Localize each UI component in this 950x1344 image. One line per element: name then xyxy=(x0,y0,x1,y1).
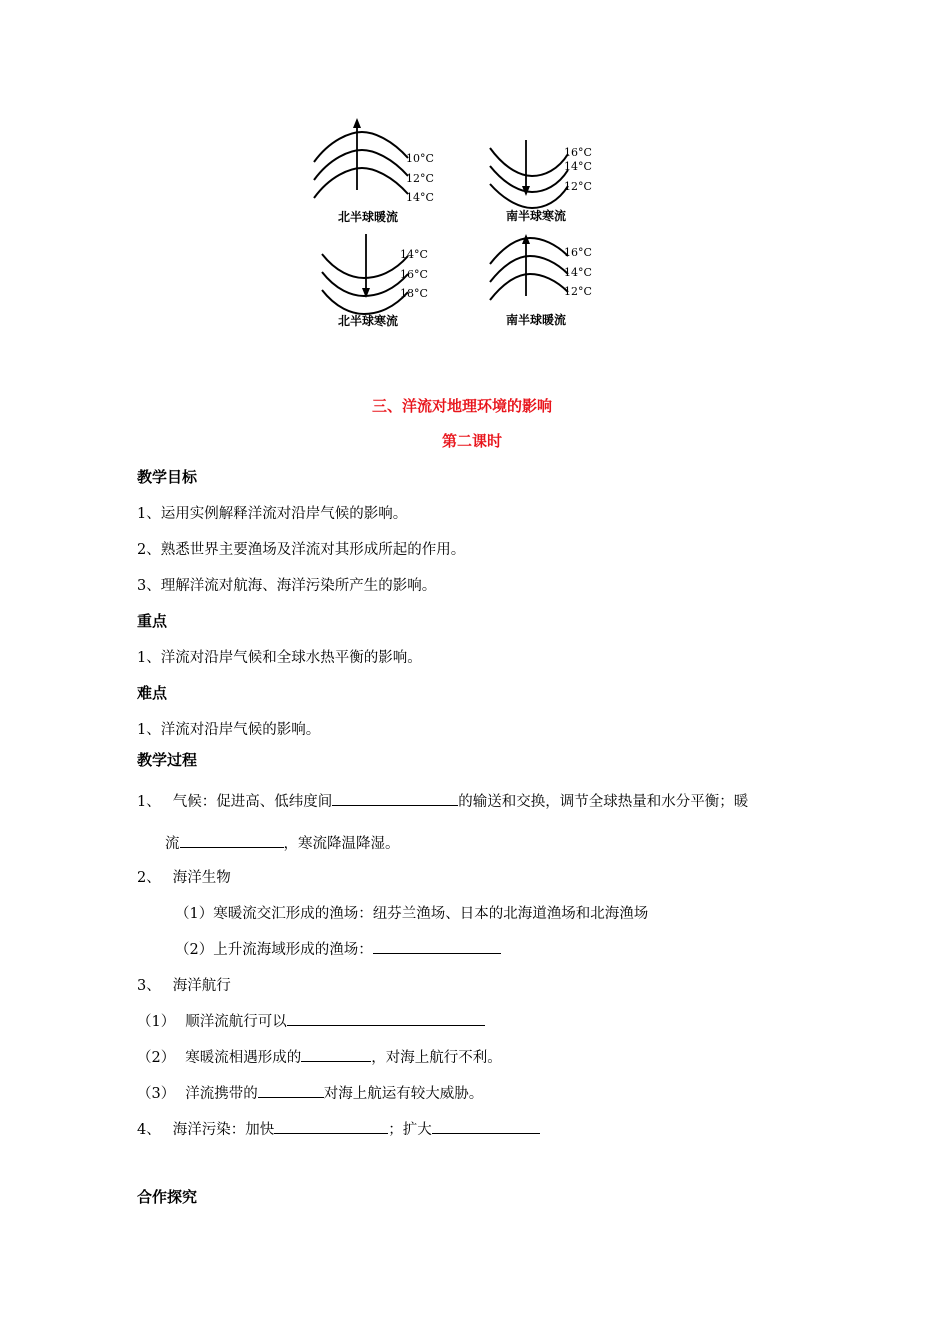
isotherm-figure xyxy=(300,110,620,340)
item1-text-c: 流 xyxy=(165,836,180,852)
section-title: 三、洋流对地理环境的影响 xyxy=(372,397,553,415)
panel1-caption: 北半球暖流 xyxy=(338,210,399,224)
item3-sub-3 xyxy=(137,1082,483,1103)
process-heading: 教学过程 xyxy=(137,751,198,769)
panel3-caption: 北半球寒流 xyxy=(338,314,399,328)
item2-sub-1: （1）寒暖流交汇形成的渔场：纽芬兰渔场、日本的北海道渔场和北海渔场 xyxy=(175,906,649,922)
item3-sub-2-num: （2） xyxy=(137,1050,176,1066)
panel2-label-2: 14°C xyxy=(564,160,592,173)
item3-blank-2[interactable] xyxy=(301,1047,371,1062)
panel4-label-2: 14°C xyxy=(564,266,592,279)
panel2-label-3: 12°C xyxy=(564,180,592,193)
panel-nh-cold xyxy=(322,234,428,328)
key-points-heading: 重点 xyxy=(137,612,168,630)
difficulty-1: 1、洋流对沿岸气候的影响。 xyxy=(137,722,321,738)
objective-2: 2、熟悉世界主要渔场及洋流对其形成所起的作用。 xyxy=(137,542,466,558)
panel3-label-2: 16°C xyxy=(400,268,428,281)
panel-sh-cold xyxy=(490,140,592,223)
objectives-heading: 教学目标 xyxy=(137,468,198,486)
item3-text: 海洋航行 xyxy=(172,978,231,994)
item4-blank-1[interactable] xyxy=(274,1119,388,1134)
panel4-caption: 南半球暖流 xyxy=(506,313,567,327)
process-item-4 xyxy=(137,1118,540,1139)
panel3-label-1: 14°C xyxy=(400,248,428,261)
item3-sub-2 xyxy=(137,1046,502,1067)
item3-sub-1-num: （1） xyxy=(137,1014,176,1030)
item1-text-a: 气候：促进高、低纬度间 xyxy=(172,794,333,810)
process-item-3 xyxy=(137,974,231,995)
item3-sub-1-text: 顺洋流航行可以 xyxy=(185,1014,287,1030)
item4-blank-2[interactable] xyxy=(432,1119,540,1134)
item3-sub-2-text-a: 寒暖流相遇形成的 xyxy=(185,1050,302,1066)
item2-blank[interactable] xyxy=(373,939,501,954)
item4-text-b: ；扩大 xyxy=(388,1122,432,1138)
objective-3: 3、理解洋流对航海、海洋污染所产生的影响。 xyxy=(137,578,437,594)
item3-sub-3-num: （3） xyxy=(137,1086,176,1102)
panel1-label-1: 10°C xyxy=(406,152,434,165)
item3-sub-3-text-b: 对海上航运有较大威胁。 xyxy=(323,1086,484,1102)
item1-text-d: ，寒流降温降湿。 xyxy=(283,836,400,852)
item2-sub-2-text: （2）上升流海域形成的渔场： xyxy=(175,942,373,958)
panel4-label-1: 16°C xyxy=(564,246,592,259)
objective-1: 1、运用实例解释洋流对沿岸气候的影响。 xyxy=(137,506,408,522)
difficulties-heading: 难点 xyxy=(137,684,168,702)
item1-num: 1、 xyxy=(137,794,161,810)
panel-sh-warm xyxy=(490,234,592,327)
item1-blank-2[interactable] xyxy=(180,833,284,848)
process-item-2 xyxy=(137,866,231,887)
panel3-label-3: 18°C xyxy=(400,287,428,300)
item1-text-b: 的输送和交换，调节全球热量和水分平衡；暖 xyxy=(458,794,749,810)
panel2-caption: 南半球寒流 xyxy=(506,209,567,223)
cooperation-heading: 合作探究 xyxy=(137,1188,198,1206)
process-item-1-cont xyxy=(165,832,400,853)
item4-num: 4、 xyxy=(137,1122,161,1138)
item3-sub-1 xyxy=(137,1010,485,1031)
key-point-1: 1、洋流对沿岸气候和全球水热平衡的影响。 xyxy=(137,650,422,666)
item2-sub-2 xyxy=(175,938,501,959)
item3-sub-2-text-b: ，对海上航行不利。 xyxy=(371,1050,502,1066)
panel2-label-1: 16°C xyxy=(564,146,592,159)
item2-num: 2、 xyxy=(137,870,161,886)
panel1-label-3: 14°C xyxy=(406,191,434,204)
item3-blank-1[interactable] xyxy=(287,1011,485,1026)
lesson-subtitle: 第二课时 xyxy=(442,432,503,450)
item3-blank-3[interactable] xyxy=(258,1083,324,1098)
item4-text-a: 海洋污染：加快 xyxy=(172,1122,275,1138)
process-item-1 xyxy=(137,790,748,811)
item3-num: 3、 xyxy=(137,978,161,994)
item2-text: 海洋生物 xyxy=(172,870,231,886)
panel4-label-3: 12°C xyxy=(564,285,592,298)
panel1-label-2: 12°C xyxy=(406,172,434,185)
item3-sub-3-text-a: 洋流携带的 xyxy=(185,1086,258,1102)
panel-nh-warm xyxy=(314,118,434,224)
item1-blank-1[interactable] xyxy=(332,791,458,806)
